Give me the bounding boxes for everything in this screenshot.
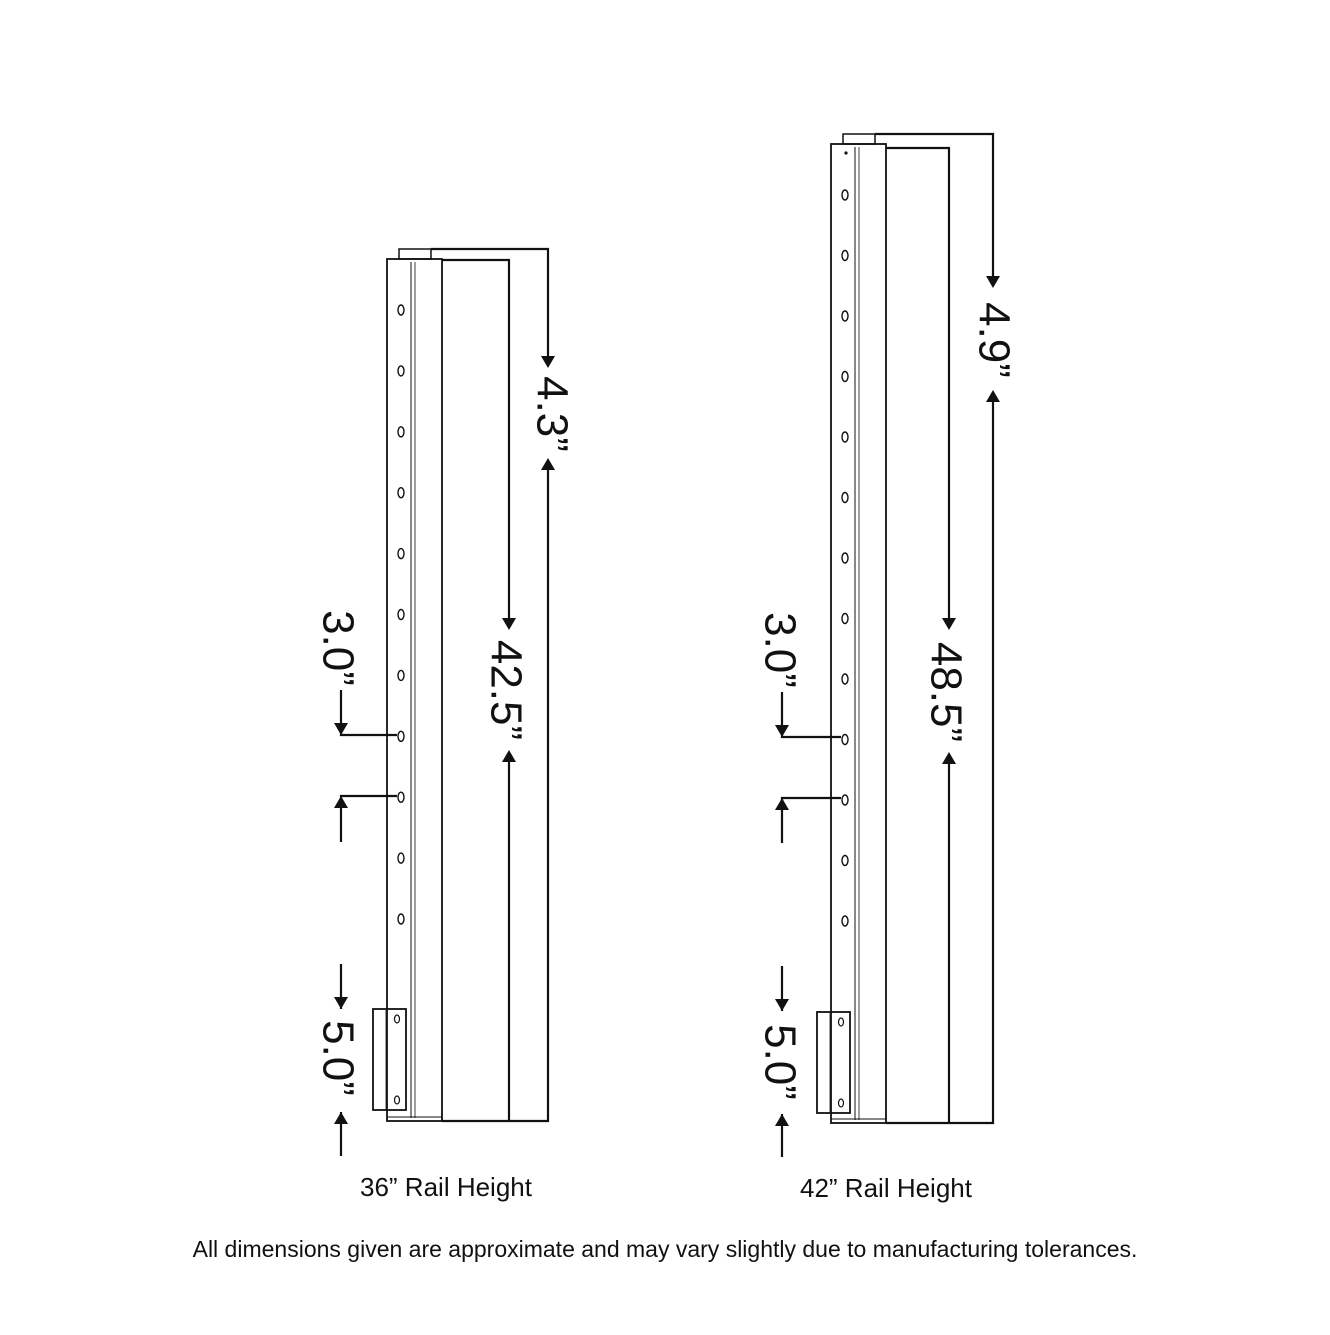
post-hole [842, 614, 848, 624]
arrow-up-icon [334, 1112, 348, 1124]
post-hole [398, 549, 404, 559]
post-hole [842, 795, 848, 805]
arrow-down-icon [775, 725, 789, 737]
post-holes [398, 305, 404, 924]
post-hole [842, 553, 848, 563]
post-hole [842, 190, 848, 200]
post-hole [842, 856, 848, 866]
arrow-down-icon [334, 997, 348, 1009]
arrow-down-icon [942, 618, 956, 630]
post-top-cap [843, 134, 875, 144]
post-hole [398, 853, 404, 863]
post-top-cap [399, 249, 431, 259]
post-hole [842, 251, 848, 261]
arrow-up-icon [775, 1114, 789, 1126]
post-36-drawing [314, 249, 577, 1202]
arrow-down-icon [541, 356, 555, 368]
post-body [387, 259, 442, 1121]
arrow-up-icon [334, 796, 348, 808]
post-hole [398, 670, 404, 680]
base-plate-bolt [395, 1096, 400, 1104]
base-plate [817, 1012, 850, 1113]
arrow-down-icon [775, 999, 789, 1011]
base-plate [373, 1009, 406, 1110]
post-holes [842, 190, 848, 926]
base-plate-bolt [395, 1015, 400, 1023]
post-hole [398, 792, 404, 802]
post-hole [398, 305, 404, 315]
post-hole [398, 914, 404, 924]
dimension-top-gap-label: 4.9” [969, 302, 1019, 378]
post-hole [842, 372, 848, 382]
post-hole [842, 916, 848, 926]
dimension-total-height-label: 48.5” [921, 641, 971, 743]
base-plate-bolt [839, 1099, 844, 1107]
dimension-hole-spacing-label: 3.0” [313, 610, 363, 686]
total-height-dimension [886, 148, 956, 1123]
post-pin [844, 151, 847, 154]
post-hole [398, 731, 404, 741]
dimension-top-gap-label: 4.3” [527, 376, 577, 452]
post-hole [842, 493, 848, 503]
arrow-up-icon [775, 798, 789, 810]
arrow-down-icon [334, 723, 348, 735]
post-hole [398, 427, 404, 437]
dimension-hole-spacing-label: 3.0” [755, 612, 805, 688]
arrow-down-icon [986, 276, 1000, 288]
top-gap-dimension [875, 134, 1000, 1123]
post-42-drawing [756, 134, 1019, 1203]
dimension-base-plate-label: 5.0” [755, 1024, 805, 1100]
post-hole [842, 432, 848, 442]
post-hole [842, 674, 848, 684]
post-body [831, 144, 886, 1123]
post-caption: 36” Rail Height [360, 1172, 532, 1202]
arrow-down-icon [502, 618, 516, 630]
dimension-total-height-label: 42.5” [481, 639, 531, 741]
post-hole [398, 366, 404, 376]
base-plate-bolt [839, 1018, 844, 1026]
post-hole [398, 610, 404, 620]
dimension-base-plate-label: 5.0” [313, 1020, 363, 1096]
post-caption: 42” Rail Height [800, 1173, 972, 1203]
post-hole [842, 311, 848, 321]
footnote: All dimensions given are approximate and may vary slightly due to manufacturing tolerances. [192, 1236, 1138, 1262]
post-hole [842, 735, 848, 745]
post-hole [398, 488, 404, 498]
